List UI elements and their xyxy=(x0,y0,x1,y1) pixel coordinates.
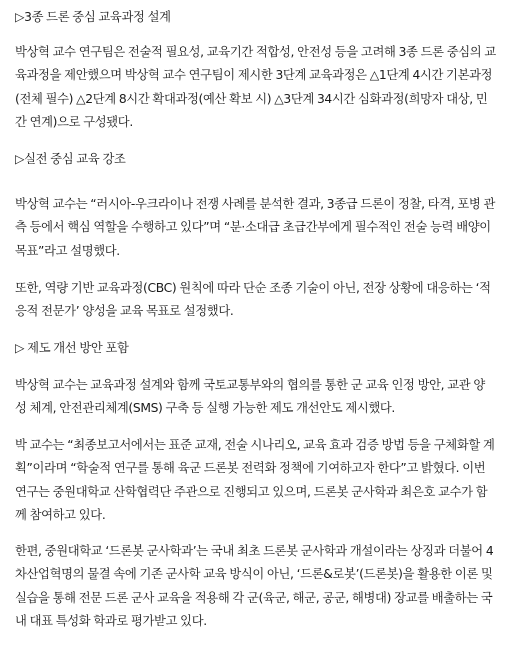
paragraph-line: 목표”라고 설명했다. xyxy=(15,243,120,258)
section-heading: ▷실전 중심 교육 강조 xyxy=(15,152,126,166)
paragraph-line: 또한, 역량 기반 교육과정(CBC) 원칙에 따라 단순 조종 기술이 아닌, 전장 상황에 대응하는 ‘적 xyxy=(15,281,491,295)
paragraph-line: 실습을 통해 전문 드론 군사 교육을 적용해 각 군(육군, 해군, 공군, 해병대) 장교를 배출하는 국 xyxy=(15,590,493,605)
paragraph-line: 측 등에서 핵심 역할을 수행하고 있다”며 “분·소대급 초급간부에게 필수적인 전술 능력 배양이 xyxy=(15,220,491,235)
paragraph-line: 차산업혁명의 물결 속에 기존 군사학 교육 방식이 아닌, ‘드론&로봇’(드론봇)을 활용한 이론 및 xyxy=(15,567,493,582)
section-heading: ▷3종 드론 중심 교육과정 설계 xyxy=(15,10,171,24)
paragraph-line: 성 체계, 안전관리체계(SMS) 구축 등 실행 가능한 제도 개선안도 제시했다. xyxy=(15,401,395,416)
paragraph xyxy=(15,374,520,421)
paragraph xyxy=(15,540,520,633)
paragraph xyxy=(15,277,520,324)
section-heading: ▷ 제도 개선 방안 포함 xyxy=(15,341,129,355)
paragraph xyxy=(15,41,520,134)
paragraph xyxy=(15,193,520,263)
paragraph-line: 육과정을 제안했으며 박상혁 교수 연구팀이 제시한 3단계 교육과정은 △1단계 4시간 기본과정 xyxy=(15,68,493,83)
paragraph-line: 박 교수는 “최종보고서에서는 표준 교재, 전술 시나리오, 교육 효과 검증 방법 등을 구체화할 계 xyxy=(15,438,495,452)
paragraph-line: 박상혁 교수는 “러시아-우크라이나 전쟁 사례를 분석한 결과, 3종급 드론이 정찰, 타격, 포병 관 xyxy=(15,197,496,211)
paragraph-line: 간 연계)으로 구성됐다. xyxy=(15,114,133,129)
paragraph-line: 박상혁 교수 연구팀은 전술적 필요성, 교육기간 적합성, 안전성 등을 고려해 3종 드론 중심의 교 xyxy=(15,45,496,59)
paragraph-line: 획”이라며 “학술적 연구를 통해 육군 드론봇 전력화 정책에 기여하고자 한다”고 밝혔다. 이번 xyxy=(15,461,486,476)
paragraph xyxy=(15,434,520,527)
paragraph-line: 박상혁 교수는 교육과정 설계와 함께 국토교통부와의 협의를 통한 군 교육 인정 방안, 교관 양 xyxy=(15,378,485,392)
paragraph-line: (전체 필수) △2단계 8시간 확대과정(예산 확보 시) △3단계 34시간 심화과정(희망자 대상, 민 xyxy=(15,91,488,106)
paragraph-line: 연구는 중원대학교 산학협력단 주관으로 진행되고 있으며, 드론봇 군사학과 최은호 교수가 함 xyxy=(15,484,488,499)
paragraph-line: 응적 전문가’ 양성을 교육 목표로 설정했다. xyxy=(15,304,234,319)
paragraph-line: 께 참여하고 있다. xyxy=(15,507,106,522)
paragraph-line: 한편, 중원대학교 ‘드론봇 군사학과’는 국내 최초 드론봇 군사학과 개설이라는 상징과 더불어 4 xyxy=(15,544,494,558)
paragraph-line: 내 대표 특성화 학과로 평가받고 있다. xyxy=(15,613,207,628)
